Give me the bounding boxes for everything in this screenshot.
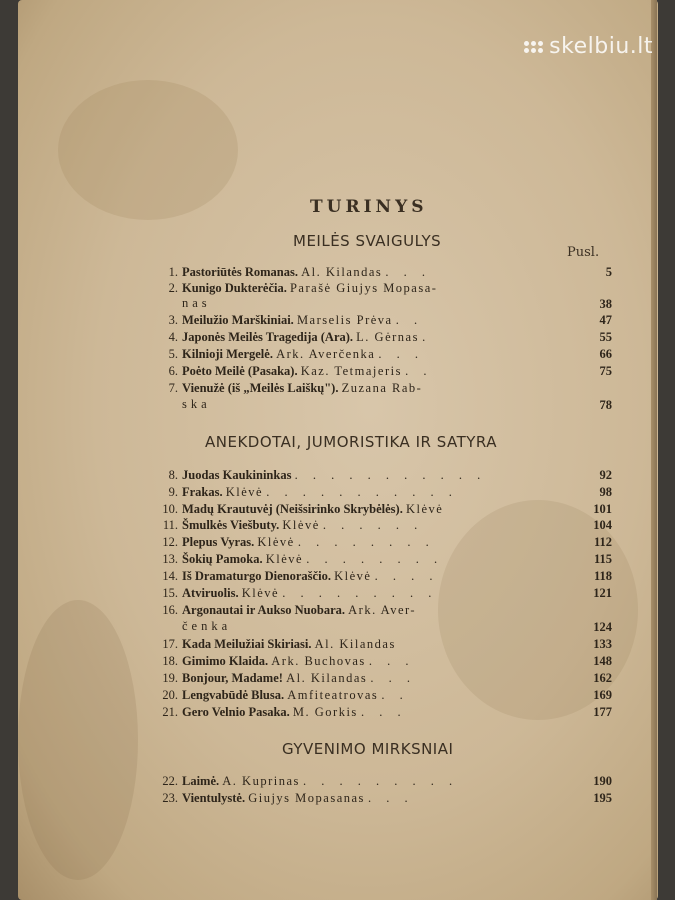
toc-entry: 5. Kilnioji Mergelė. Ark. Averčenka . . . 66 [152,346,612,362]
entry-title: Atviruolis. [182,586,239,600]
entry-author: L. Gėrnas [356,330,419,344]
entry-page: 177 [593,705,612,719]
entry-author: Klėvė [241,586,280,600]
toc-entry: 20. Lengvabūdė Blusa. Amfiteatrovas . . 169 [152,687,612,703]
entry-number: 2. [168,281,178,295]
toc-entry: 22. Laimė. A. Kuprinas . . . . . . . . . 190 [152,773,612,789]
toc-title: TURINYS [310,197,428,217]
entry-title: Plepus Vyras. [182,535,255,549]
entry-title: Madų Krautuvėj (Neišsirinko Skrybėlės). [182,502,403,516]
entry-title: Argonautai ir Aukso Nuobara. [182,603,345,617]
entry-title: Iš Dramaturgo Dienoraščio. [182,569,331,583]
entry-number: 21. [162,705,178,719]
entry-number: 23. [162,791,178,805]
entry-page: 169 [593,688,612,702]
entry-page: 98 [599,485,612,499]
entry-page: 55 [599,330,612,344]
entry-number: 8. [168,468,178,482]
entry-number: 22. [162,774,178,788]
entry-page: 104 [593,518,612,532]
entry-number: 11. [162,518,178,532]
entry-number: 4. [168,330,178,344]
entry-title: Meilužio Marškiniai. [182,313,294,327]
toc-entry: 4. Japonės Meilės Tragedija (Ara). L. Gėrnas . 55 [152,329,612,345]
entry-number: 17. [162,637,178,651]
entry-page: 101 [593,502,612,516]
entry-number: 6. [168,364,178,378]
entry-author: Al. Kilandas [314,637,396,651]
toc-entry: 8. Juodas Kaukininkas . . . . . . . . . . . 92 [152,467,612,483]
entry-number: 9. [168,485,178,499]
entry-author: Kaz. Tetmajeris [300,364,402,378]
entry-title: Vienužė (iš „Meilės Laiškų"). [182,381,339,395]
entry-title: Juodas Kaukininkas [182,468,292,482]
toc-entry: 3. Meilužio Marškiniai. Marselis Prėva . . 47 [152,312,612,328]
entry-author: Ark. Buchovas [271,654,366,668]
toc-entry: 14. Iš Dramaturgo Dienoraščio. Klėvė . . . . 118 [152,568,612,584]
entry-continuation: nas [182,296,211,310]
entry-title: Vientulystė. [182,791,246,805]
toc-entry: 21. Gero Velnio Pasaka. M. Gorkis . . . 177 [152,704,612,720]
toc-entry: 12. Plepus Vyras. Klėvė . . . . . . . . 112 [152,534,612,550]
entry-title: Kilnioji Mergelė. [182,347,273,361]
entry-title: Laimė. [182,774,220,788]
entry-author: Amfiteatrovas [287,688,379,702]
watermark-logo-icon [524,41,543,53]
entry-number: 13. [162,552,178,566]
entry-page: 66 [599,347,612,361]
entry-author: Ark. Averčenka [276,347,376,361]
entry-number: 12. [162,535,178,549]
entry-number: 18. [162,654,178,668]
entry-page: 78 [599,398,612,412]
entry-author: A. Kuprinas [222,774,300,788]
watermark-text: skelbiu.lt [549,34,653,59]
entry-page: 195 [593,791,612,805]
entry-number: 10. [162,502,178,516]
entry-page: 118 [593,569,612,583]
toc-entry: 23. Vientulystė. Giujys Mopasanas . . . 195 [152,790,612,806]
toc-entry: 1. Pastoriūtės Romanas. Al. Kilandas . . . 5 [152,264,612,280]
toc-entry: 15. Atviruolis. Klėvė . . . . . . . . . 121 [152,585,612,601]
entry-continuation: čenka [182,619,232,633]
entry-title: Japonės Meilės Tragedija (Ara). [182,330,354,344]
entry-title: Gimimo Klaida. [182,654,269,668]
toc-entry: 9. Frakas. Klėvė . . . . . . . . . . . 98 [152,484,612,500]
entry-author: Klėvė [225,485,264,499]
toc-entry [152,602,612,618]
entry-page: 121 [593,586,612,600]
watermark [524,34,653,59]
entry-page: 124 [593,620,612,634]
entry-title: Poėto Meilė (Pasaka). [182,364,298,378]
entry-author: Klėvė [405,502,444,516]
entry-page: 115 [593,552,612,566]
entry-page: 38 [599,297,612,311]
entry-page: 5 [605,265,612,279]
page-edge [651,0,657,900]
entry-title: Lengvabūdė Blusa. [182,688,285,702]
entry-page: 148 [593,654,612,668]
entry-title: Kada Meilužiai Skiriasi. [182,637,312,651]
toc-entry: 13. Šokių Pamoka. Klėvė . . . . . . . . 115 [152,551,612,567]
section-heading: MEILĖS SVAIGULYS [293,232,442,250]
entry-page: 75 [599,364,612,378]
entry-number: 1. [168,265,178,279]
entry-author: M. Gorkis [292,705,358,719]
entry-page: 190 [593,774,612,788]
entry-author: Parašė Giujys Mopasa- [289,281,438,295]
entry-title: Kunigo Dukterėčia. [182,281,287,295]
entry-author: Klėvė [282,518,320,532]
entry-page: 133 [593,637,612,651]
toc-entry [152,501,612,517]
entry-author: Marselis Prėva [296,313,393,327]
section-heading: GYVENIMO MIRKSNIAI [282,740,454,758]
toc-entry: 6. Poėto Meilė (Pasaka). Kaz. Tetmajeris . . 75 [152,363,612,379]
section-heading: ANEKDOTAI, JUMORISTIKA IR SATYRA [205,433,497,451]
toc-entry: 19. Bonjour, Madame! Al. Kilandas . . . 162 [152,670,612,686]
toc-entry [152,380,612,396]
entry-number: 3. [168,313,178,327]
entry-author: Ark. Aver- [348,603,417,617]
toc-entry [152,280,612,296]
toc-entry: 18. Gimimo Klaida. Ark. Buchovas . . . 148 [152,653,612,669]
entry-author: Klėvė [265,552,304,566]
entry-author: Al. Kilandas [286,671,368,685]
page-column-label: Pusl. [567,245,600,260]
entry-author: Giujys Mopasanas [248,791,365,805]
entry-number: 15. [162,586,178,600]
entry-title: Gero Velnio Pasaka. [182,705,290,719]
entry-number: 5. [168,347,178,361]
entry-author: Zuzana Rab- [341,381,423,395]
toc-entry [152,636,612,652]
entry-number: 7. [168,381,178,395]
entry-title: Frakas. [182,485,223,499]
entry-number: 14. [162,569,178,583]
entry-page: 112 [593,535,612,549]
entry-number: 16. [162,603,178,617]
entry-page: 92 [599,468,612,482]
entry-page: 162 [593,671,612,685]
entry-title: Bonjour, Madame! [182,671,283,685]
toc-entry: 11. Šmulkės Viešbuty. Klėvė . . . . . . 104 [152,517,612,533]
entry-title: Šokių Pamoka. [182,552,263,566]
entry-author: Klėvė [334,569,372,583]
entry-title: Pastoriūtės Romanas. [182,265,298,279]
entry-author: Al. Kilandas [301,265,383,279]
entry-continuation: ska [182,397,211,411]
entry-number: 20. [162,688,178,702]
entry-author: Klėvė [257,535,295,549]
entry-title: Šmulkės Viešbuty. [182,518,280,532]
entry-number: 19. [162,671,178,685]
entry-page: 47 [599,313,612,327]
